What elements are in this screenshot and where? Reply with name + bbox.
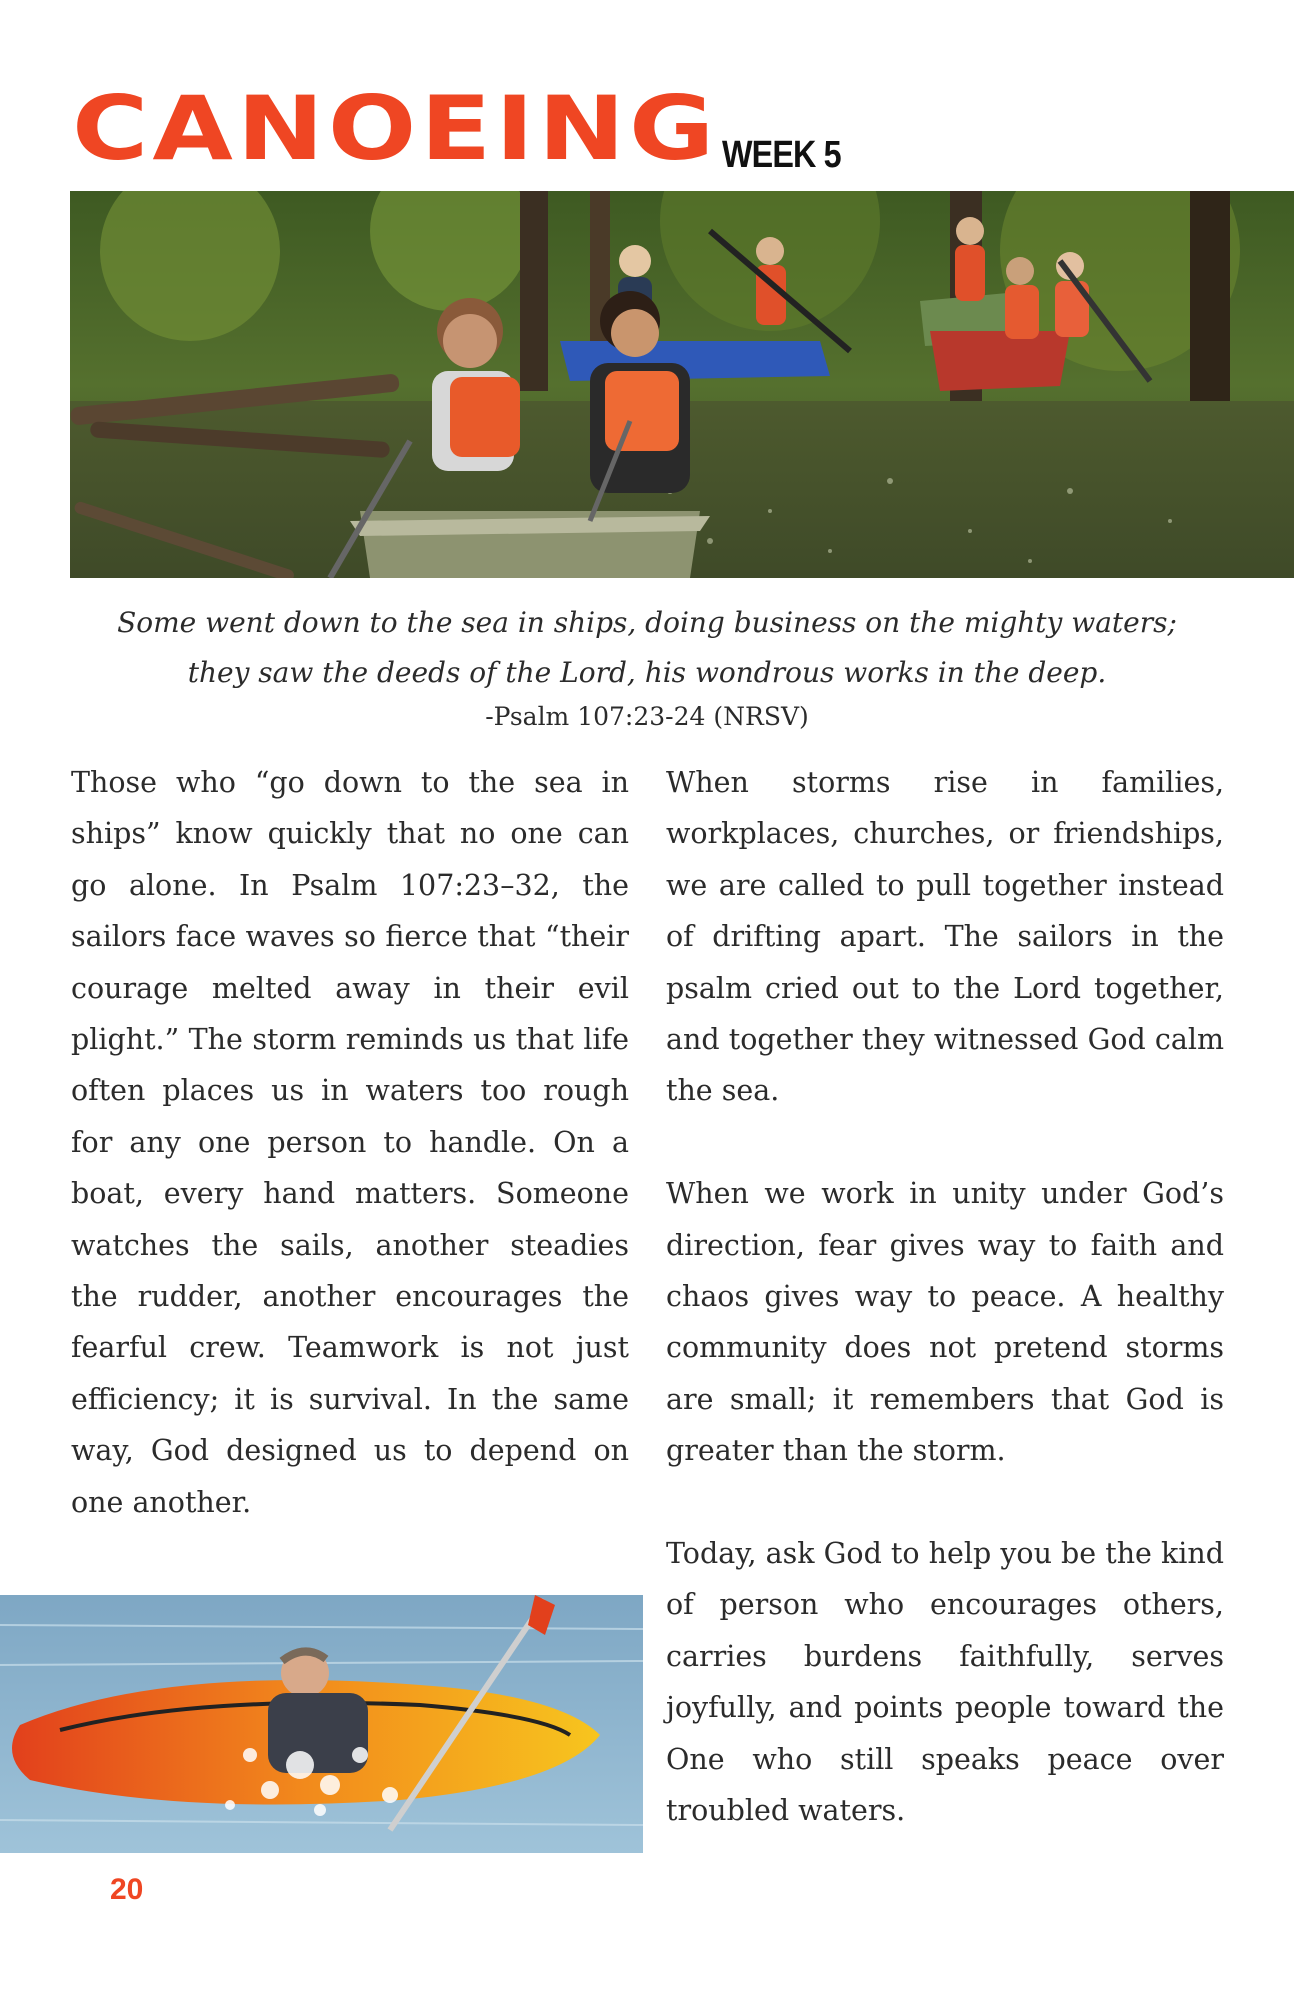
body-paragraph: When storms rise in families, workplaces, churches, or friendships, we are called to pull together instead of drifting apart. The sailors in the psalm cried out to the Lord together, and together they witnessed God calm the sea. <box>666 766 1224 1108</box>
scripture-verse <box>70 598 1224 698</box>
week-label: WEEK 5 <box>722 134 841 176</box>
right-column <box>666 757 1224 1837</box>
body-paragraph: When we work in unity under God’s direction, fear gives way to faith and chaos gives way to peace. A healthy community does not pretend storms are small; it remembers that God is greater than the storm. <box>666 1177 1224 1468</box>
body-paragraph: Today, ask God to help you be the kind of person who encourages others, carries burdens faithfully, serves joyfully, and points people toward the One who still speaks peace over troubled waters. <box>666 1537 1224 1828</box>
verse-line-1: Some went down to the sea in ships, doing business on the mighty waters; <box>117 606 1177 639</box>
page-number: 20 <box>110 1873 144 1906</box>
verse-reference: -Psalm 107:23-24 (NRSV) <box>485 702 809 731</box>
verse-line-2: they saw the deeds of the Lord, his wondrous works in the deep. <box>187 656 1107 689</box>
page-title: CANOEING <box>72 76 719 181</box>
body-paragraph: Those who “go down to the sea in ships” know quickly that no one can go alone. In Psalm 107:23–32, the sailors face waves so fierce that “their courage melted away in their evil plight.” The storm reminds us that life often places us in waters too rough for any one person to handle. On a boat, every hand matters. Someone watches the sails, another steadies the rudder, another encourages the fearful crew. Teamwork is not just efficiency; it is survival. In the same way, God designed us to depend on one another. <box>71 766 629 1519</box>
canoe-group-photo <box>70 191 1294 578</box>
kayak-splash-photo <box>0 1595 643 1853</box>
left-column <box>71 757 629 1528</box>
